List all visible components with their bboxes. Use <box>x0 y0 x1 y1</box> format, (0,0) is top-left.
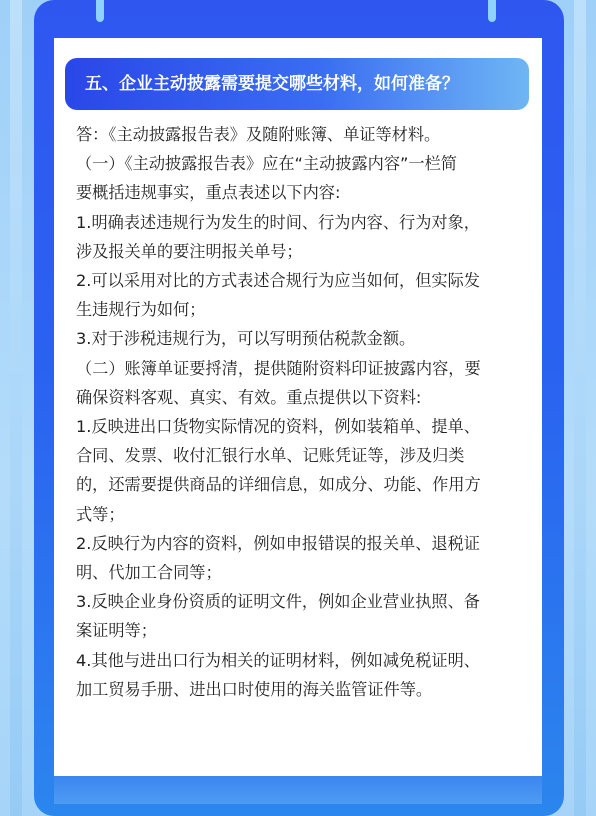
text-line: （二）账簿单证要捋清，提供随附资料印证披露内容，要 <box>76 358 481 378</box>
text-line: 生违规行为如何； <box>76 300 206 320</box>
text-line: 3.反映企业身份资质的证明文件，例如企业营业执照、备 <box>76 592 480 612</box>
text-line: 2.反映行为内容的资料，例如申报错误的报关单、退税证 <box>76 533 480 553</box>
text-line: 确保资料客观、真实、有效。重点提供以下资料: <box>76 387 422 407</box>
text-line: 式等； <box>76 504 125 524</box>
text-line: 1.反映进出口货物实际情况的资料，例如装箱单、提单、 <box>76 417 480 437</box>
text-line: 加工贸易手册、进出口时使用的海关监管证件等。 <box>76 679 433 699</box>
text-line: 2.可以采用对比的方式表述合规行为应当如何，但实际发 <box>76 271 480 291</box>
frame-pin-left <box>96 0 104 22</box>
text-line: 明、代加工合同等； <box>76 563 222 583</box>
text-line: 涉及报关单的要注明报关单号； <box>76 241 303 261</box>
text-line: 合同、发票、收付汇银行水单、记账凭证等，涉及归类 <box>76 446 465 466</box>
text-line: 答：《主动披露报告表》及随附账簿、单证等材料。 <box>76 125 441 144</box>
background-stripe-right <box>574 0 586 816</box>
background-stripe-left <box>10 0 22 816</box>
text-line: 4.其他与进出口行为相关的证明材料，例如减免税证明、 <box>76 650 480 670</box>
answer-body <box>76 120 528 704</box>
text-line: 的，还需要提供商品的详细信息，如成分、功能、作用方 <box>76 475 481 495</box>
frame-pin-right <box>488 0 496 22</box>
text-line: 3.对于涉税违规行为，可以写明预估税款金额。 <box>76 329 416 349</box>
text-line: 1.明确表述违规行为发生的时间、行为内容、行为对象， <box>76 212 480 232</box>
text-line: 案证明等； <box>76 621 157 641</box>
section-heading: 五、企业主动披露需要提交哪些材料，如何准备？ <box>85 74 459 94</box>
text-line: （一）《主动披露报告表》应在“主动披露内容”一栏简 <box>76 154 457 174</box>
text-line: 要概括违规事实，重点表述以下内容: <box>76 183 341 203</box>
card-bottom-band <box>54 776 542 804</box>
